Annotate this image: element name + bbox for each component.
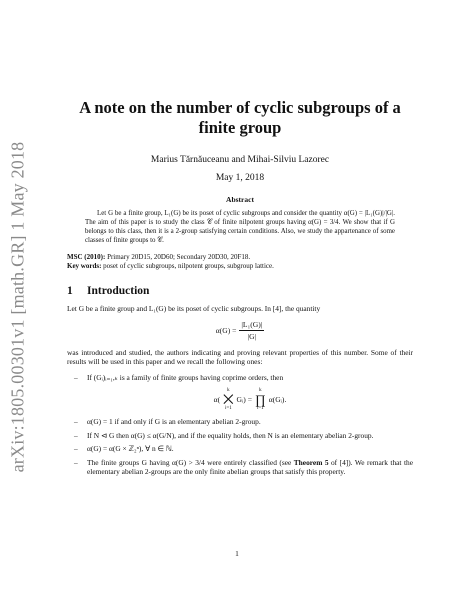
item-5-text-b: of [4]). We remark that the elementary abelian 2-groups are the only finite abelian groups that satisfy this property. [87,457,413,476]
keywords-text: poset of cyclic subgroups, nilpotent groups, subgroup lattice. [103,262,274,270]
item-1-text: If (Gᵢ)ᵢ₌₁,ₖ is a family of finite groups having coprime orders, then [87,372,284,382]
formula-fraction [239,320,264,341]
list-item: – α(G) = α(G × ℤ₂ⁿ), ∀ n ∈ ℕ. [74,444,174,453]
date: May 1, 2018 [215,173,265,183]
alpha-definition-formula [67,320,413,341]
item-5-theorem-ref: Theorem 5 [293,457,329,467]
section-heading [67,285,413,297]
paper-title [67,98,413,138]
keywords-label: Key words: [67,262,102,270]
item-2-text: α(G) = 1 if and only if G is an elementary abelian 2-group. [87,417,261,426]
formula-numerator: |L₁(G)| [241,319,263,329]
keywords-line [67,262,413,271]
authors: Marius Tărnăuceanu and Mihai-Silviu Lazorec [150,155,330,165]
intro-paragraph-2: was introduced and studied, the authors indicating and proving relevant properties of this number. Some of their results will be used in this paper and we recall the following ones: [67,347,413,366]
title-line-1: A note on the number of cyclic subgroups of a [79,98,401,117]
page-number: 1 [235,549,239,558]
list-item: – α(G) = 1 if and only if G is an elementary abelian 2-group. [74,417,261,426]
item-4-text: α(G) = α(G × ℤ₂ⁿ), ∀ n ∈ ℕ. [87,444,174,453]
paper-page [67,98,413,477]
properties-list [67,373,413,477]
list-item: – If N ⊲ G then α(G) ≤ α(G/N), and if the equality holds, then N is an elementary abelian 2-group. [74,430,374,440]
item-5-text-a: The finite groups G having α(G) > 3/4 were entirely classified (see [87,457,294,467]
section-number: 1 [67,285,73,297]
section-title: Introduction [87,285,150,297]
product-operator: k ∏ i=1 [254,388,266,411]
list-item: – The finite groups G having α(G) > 3/4 were entirely classified (see Theorem 5 of [4]). We remark that the elementary abelian 2-groups are the only finite abelian groups that satisfy this property. [74,457,413,476]
title-line-2: finite group [198,118,282,137]
abstract-text: Let G be a finite group, L₁(G) be its poset of cyclic subgroups and consider the quantity α(G) = |L₁(G)|/|G|. The aim of this paper is to study the class 𝒞 of finite nilpotent groups having α(G) = 3/4. We show that if G belongs to this class, then it is a 2-group satisfying certain conditions. Also, we study the appartenance of some classes of finite groups to 𝒞. [85,210,395,244]
msc-line [67,253,413,262]
formula-denominator: |G| [247,331,257,341]
intro-paragraph-1: Let G be a finite group and L₁(G) be its poset of cyclic subgroups. In [4], the quantity [67,304,321,313]
list-item: – If (Gᵢ)ᵢ₌₁,ₖ is a family of finite groups having coprime orders, then α( k ⨉ i=1 Gᵢ) = k ∏ i=1 α(Gᵢ). [67,373,413,412]
formula-lhs: α(G) = [215,325,237,335]
arxiv-identifier-text: arXiv:1805.00301v1 [math.GR] 1 May 2018 [7,141,28,472]
coprime-product-formula: α( k ⨉ i=1 Gᵢ) = k ∏ i=1 α(Gᵢ). [213,388,287,411]
arxiv-identifier-stamp [0,0,36,613]
item-3-text: If N ⊲ G then α(G) ≤ α(G/N), and if the equality holds, then N is an elementary abelian 2-group. [87,430,374,440]
direct-product-operator: k ⨉ i=1 [223,388,234,411]
msc-label: MSC (2010): [67,253,106,261]
msc-text: Primary 20D15, 20D60; Secondary 20D30, 20F18. [107,253,251,261]
abstract-heading: Abstract [226,195,254,204]
